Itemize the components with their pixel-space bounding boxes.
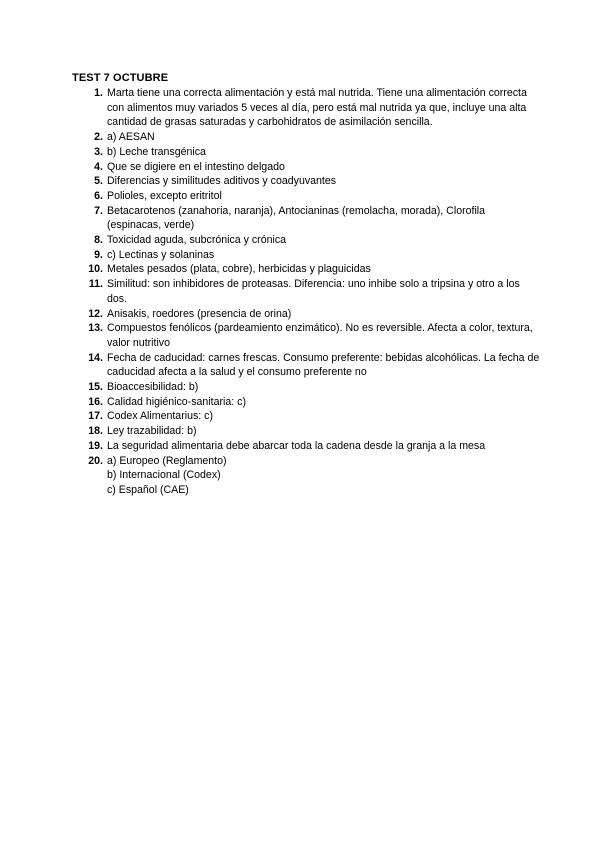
item-text: Fecha de caducidad: carnes frescas. Consumo preferente: bebidas alcohólicas. La fecha de caducidad afecta a la salud y el consumo preferente no xyxy=(107,351,540,379)
list-item xyxy=(72,174,542,189)
list-item xyxy=(72,86,542,130)
item-text: Toxicidad aguda, subcrónica y crónica xyxy=(107,234,287,247)
item-sub-line: b) Internacional (Codex) xyxy=(107,469,221,482)
item-text: a) AESAN xyxy=(107,131,155,144)
list-item xyxy=(72,409,542,424)
list-item xyxy=(72,277,542,306)
item-text: Ley trazabilidad: b) xyxy=(107,425,197,438)
item-number: 19. xyxy=(88,439,103,452)
answer-list xyxy=(72,86,542,498)
item-number: 11. xyxy=(88,278,103,291)
item-text: c) Lectinas y solaninas xyxy=(107,248,215,261)
list-item xyxy=(72,204,542,233)
list-item xyxy=(72,395,542,410)
list-item xyxy=(72,160,542,175)
item-text: Que se digiere en el intestino delgado xyxy=(107,160,285,173)
item-number: 4. xyxy=(94,160,103,173)
list-item xyxy=(72,145,542,160)
item-text: La seguridad alimentaria debe abarcar toda la cadena desde la granja a la mesa xyxy=(107,439,486,452)
list-item xyxy=(72,262,542,277)
list-item xyxy=(72,130,542,145)
item-number: 16. xyxy=(88,395,103,408)
item-number: 1. xyxy=(94,87,103,99)
item-number: 12. xyxy=(88,307,103,320)
item-number: 10. xyxy=(88,263,103,276)
item-sub-line: a) Europeo (Reglamento) xyxy=(107,454,227,467)
item-text: Bioaccesibilidad: b) xyxy=(107,381,199,394)
item-text: Betacarotenos (zanahoria, naranja), Antocianinas (remolacha, morada), Clorofila (espinacas, verde) xyxy=(107,204,486,232)
list-item xyxy=(72,454,542,498)
item-number: 6. xyxy=(94,189,103,202)
item-text: Compuestos fenólicos (pardeamiento enzimático). No es reversible. Afecta a color, textura, valor nutritivo xyxy=(107,322,533,349)
item-sub-line: c) Español (CAE) xyxy=(107,483,189,496)
list-item xyxy=(72,424,542,439)
list-item xyxy=(72,439,542,454)
item-text: Similitud: son inhibidores de proteasas. Diferencia: uno inhibe solo a tripsina y otro a los dos. xyxy=(107,278,520,305)
item-text: Diferencias y similitudes aditivos y coadyuvantes xyxy=(107,175,337,188)
item-text: Metales pesados (plata, cobre), herbicidas y plaguicidas xyxy=(107,263,371,276)
item-number: 13. xyxy=(88,322,103,335)
list-item xyxy=(72,321,542,350)
item-number: 14. xyxy=(88,351,103,364)
item-number: 7. xyxy=(94,204,103,217)
item-text: Anisakis, roedores (presencia de orina) xyxy=(107,307,292,320)
item-number: 5. xyxy=(94,175,103,188)
item-number: 17. xyxy=(88,410,103,423)
item-text: Calidad higiénico-sanitaria: c) xyxy=(107,395,246,408)
list-item xyxy=(72,351,542,380)
page-title: TEST 7 OCTUBRE xyxy=(72,72,169,84)
list-item xyxy=(72,248,542,263)
list-item xyxy=(72,189,542,204)
item-number: 20. xyxy=(88,454,103,467)
item-number: 8. xyxy=(94,234,103,247)
list-item xyxy=(72,233,542,248)
list-item xyxy=(72,307,542,322)
item-number: 18. xyxy=(88,425,103,438)
item-number: 9. xyxy=(94,248,103,261)
item-number: 3. xyxy=(94,145,103,158)
item-number: 15. xyxy=(88,381,103,394)
item-number: 2. xyxy=(94,131,103,144)
item-text: b) Leche transgénica xyxy=(107,145,206,158)
item-text: Codex Alimentarius: c) xyxy=(107,410,213,423)
list-item xyxy=(72,380,542,395)
item-text: Polioles, excepto eritritol xyxy=(107,189,222,202)
item-text: Marta tiene una correcta alimentación y está mal nutrida. Tiene una alimentación correcta con alimentos muy variados 5 veces al día, pero está mal nutrida ya que, incluye una alta cantidad de grasas saturadas y carbohidratos de asimilación sencilla. xyxy=(107,87,527,129)
